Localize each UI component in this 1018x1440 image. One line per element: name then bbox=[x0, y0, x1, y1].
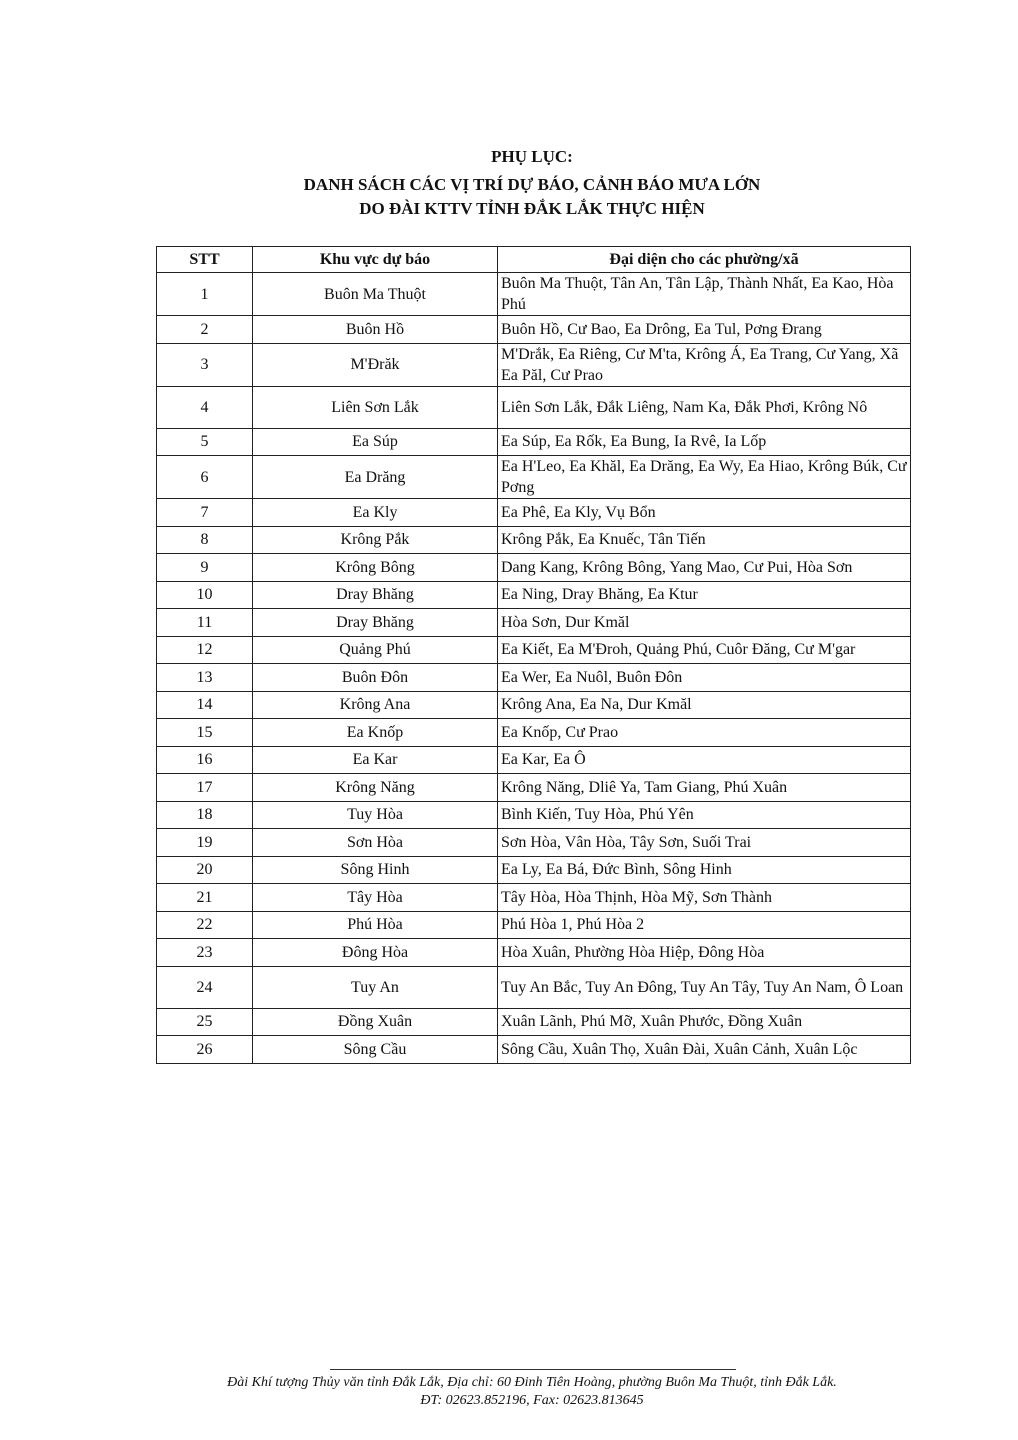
row-represented-wards: Ea Kiết, Ea M'Đroh, Quảng Phú, Cuôr Đăng, Cư M'gar bbox=[498, 636, 911, 664]
row-represented-wards: Krông Năng, Dliê Ya, Tam Giang, Phú Xuân bbox=[498, 774, 911, 802]
row-stt: 18 bbox=[157, 801, 253, 829]
table-row bbox=[157, 719, 911, 747]
row-forecast-area: Phú Hòa bbox=[253, 911, 498, 939]
row-stt: 7 bbox=[157, 499, 253, 527]
row-stt: 23 bbox=[157, 939, 253, 967]
row-represented-wards: Krông Ana, Ea Na, Dur Kmăl bbox=[498, 691, 911, 719]
row-stt: 21 bbox=[157, 884, 253, 912]
row-represented-wards: Buôn Hồ, Cư Bao, Ea Drông, Ea Tul, Pơng Đrang bbox=[498, 316, 911, 344]
table-row bbox=[157, 801, 911, 829]
forecast-locations-table bbox=[156, 246, 911, 1064]
row-forecast-area: Dray Bhăng bbox=[253, 581, 498, 609]
table-row bbox=[157, 386, 911, 428]
table-row bbox=[157, 856, 911, 884]
row-represented-wards: Xuân Lãnh, Phú Mỡ, Xuân Phước, Đồng Xuân bbox=[498, 1008, 911, 1036]
row-stt: 14 bbox=[157, 691, 253, 719]
row-represented-wards: Ea H'Leo, Ea Khăl, Ea Drăng, Ea Wy, Ea Hiao, Krông Búk, Cư Pơng bbox=[498, 456, 911, 499]
table-row bbox=[157, 456, 911, 499]
row-represented-wards: Tuy An Bắc, Tuy An Đông, Tuy An Tây, Tuy An Nam, Ô Loan bbox=[498, 966, 911, 1008]
row-stt: 16 bbox=[157, 746, 253, 774]
row-stt: 20 bbox=[157, 856, 253, 884]
row-stt: 8 bbox=[157, 526, 253, 554]
document-subtitle: DO ĐÀI KTTV TỈNH ĐẮK LẮK THỰC HIỆN bbox=[359, 199, 705, 218]
row-forecast-area: M'Đrăk bbox=[253, 343, 498, 386]
table-row bbox=[157, 499, 911, 527]
row-represented-wards: Ea Kar, Ea Ô bbox=[498, 746, 911, 774]
row-represented-wards: Sông Cầu, Xuân Thọ, Xuân Đài, Xuân Cảnh, Xuân Lộc bbox=[498, 1036, 911, 1064]
appendix-label: PHỤ LỤC: bbox=[491, 147, 573, 166]
row-represented-wards: Sơn Hòa, Vân Hòa, Tây Sơn, Suối Trai bbox=[498, 829, 911, 857]
row-forecast-area: Krông Năng bbox=[253, 774, 498, 802]
row-forecast-area: Krông Ana bbox=[253, 691, 498, 719]
row-represented-wards: Ea Phê, Ea Kly, Vụ Bổn bbox=[498, 499, 911, 527]
header-forecast-area: Khu vực dự báo bbox=[253, 247, 498, 273]
table-row bbox=[157, 636, 911, 664]
table-row bbox=[157, 273, 911, 316]
row-forecast-area: Đồng Xuân bbox=[253, 1008, 498, 1036]
table-row bbox=[157, 691, 911, 719]
table-row bbox=[157, 343, 911, 386]
row-forecast-area: Buôn Hồ bbox=[253, 316, 498, 344]
row-stt: 11 bbox=[157, 609, 253, 637]
row-forecast-area: Tây Hòa bbox=[253, 884, 498, 912]
row-forecast-area: Ea Drăng bbox=[253, 456, 498, 499]
row-stt: 10 bbox=[157, 581, 253, 609]
row-stt: 12 bbox=[157, 636, 253, 664]
row-represented-wards: M'Drắk, Ea Riêng, Cư M'ta, Krông Á, Ea Trang, Cư Yang, Xã Ea Păl, Cư Prao bbox=[498, 343, 911, 386]
row-forecast-area: Ea Kar bbox=[253, 746, 498, 774]
row-represented-wards: Ea Ly, Ea Bá, Đức Bình, Sông Hinh bbox=[498, 856, 911, 884]
row-represented-wards: Hòa Xuân, Phường Hòa Hiệp, Đông Hòa bbox=[498, 939, 911, 967]
row-represented-wards: Dang Kang, Krông Bông, Yang Mao, Cư Pui, Hòa Sơn bbox=[498, 554, 911, 582]
table-row bbox=[157, 829, 911, 857]
row-represented-wards: Ea Súp, Ea Rốk, Ea Bung, Ia Rvê, Ia Lốp bbox=[498, 428, 911, 456]
row-forecast-area: Krông Pắk bbox=[253, 526, 498, 554]
row-stt: 24 bbox=[157, 966, 253, 1008]
row-forecast-area: Sơn Hòa bbox=[253, 829, 498, 857]
row-represented-wards: Hòa Sơn, Dur Kmăl bbox=[498, 609, 911, 637]
table-row bbox=[157, 554, 911, 582]
row-stt: 4 bbox=[157, 386, 253, 428]
row-represented-wards: Ea Wer, Ea Nuôl, Buôn Đôn bbox=[498, 664, 911, 692]
row-forecast-area: Đông Hòa bbox=[253, 939, 498, 967]
row-stt: 26 bbox=[157, 1036, 253, 1064]
row-stt: 15 bbox=[157, 719, 253, 747]
table-row bbox=[157, 746, 911, 774]
table-row bbox=[157, 1036, 911, 1064]
row-forecast-area: Ea Knốp bbox=[253, 719, 498, 747]
row-represented-wards: Buôn Ma Thuột, Tân An, Tân Lập, Thành Nhất, Ea Kao, Hòa Phú bbox=[498, 273, 911, 316]
row-represented-wards: Liên Sơn Lắk, Đắk Liêng, Nam Ka, Đắk Phơi, Krông Nô bbox=[498, 386, 911, 428]
row-stt: 9 bbox=[157, 554, 253, 582]
row-represented-wards: Ea Ning, Dray Bhăng, Ea Ktur bbox=[498, 581, 911, 609]
table-row bbox=[157, 526, 911, 554]
header-represented-wards: Đại diện cho các phường/xã bbox=[498, 247, 911, 273]
row-forecast-area: Buôn Đôn bbox=[253, 664, 498, 692]
table-row bbox=[157, 884, 911, 912]
table-row bbox=[157, 428, 911, 456]
row-forecast-area: Liên Sơn Lắk bbox=[253, 386, 498, 428]
row-represented-wards: Tây Hòa, Hòa Thịnh, Hòa Mỹ, Sơn Thành bbox=[498, 884, 911, 912]
row-forecast-area: Quảng Phú bbox=[253, 636, 498, 664]
row-forecast-area: Sông Hinh bbox=[253, 856, 498, 884]
row-represented-wards: Krông Pắk, Ea Knuếc, Tân Tiến bbox=[498, 526, 911, 554]
table-row bbox=[157, 609, 911, 637]
row-forecast-area: Ea Kly bbox=[253, 499, 498, 527]
footer-address: Đài Khí tượng Thủy văn tỉnh Đắk Lắk, Địa chỉ: 60 Đinh Tiên Hoàng, phường Buôn Ma Thuột, tỉnh Đắk Lắk. bbox=[227, 1375, 837, 1390]
table-row bbox=[157, 581, 911, 609]
footer-contact: ĐT: 02623.852196, Fax: 02623.813645 bbox=[420, 1393, 644, 1408]
row-stt: 1 bbox=[157, 273, 253, 316]
row-stt: 13 bbox=[157, 664, 253, 692]
row-represented-wards: Bình Kiến, Tuy Hòa, Phú Yên bbox=[498, 801, 911, 829]
row-represented-wards: Ea Knốp, Cư Prao bbox=[498, 719, 911, 747]
row-forecast-area: Tuy An bbox=[253, 966, 498, 1008]
row-represented-wards: Phú Hòa 1, Phú Hòa 2 bbox=[498, 911, 911, 939]
row-stt: 3 bbox=[157, 343, 253, 386]
table-header-row bbox=[157, 247, 911, 273]
row-forecast-area: Ea Súp bbox=[253, 428, 498, 456]
footer-divider bbox=[330, 1369, 736, 1370]
table-body bbox=[157, 273, 911, 1064]
row-forecast-area: Tuy Hòa bbox=[253, 801, 498, 829]
row-stt: 5 bbox=[157, 428, 253, 456]
table-row bbox=[157, 664, 911, 692]
row-stt: 17 bbox=[157, 774, 253, 802]
table-row bbox=[157, 966, 911, 1008]
header-stt: STT bbox=[157, 247, 253, 273]
row-stt: 22 bbox=[157, 911, 253, 939]
table-row bbox=[157, 939, 911, 967]
row-stt: 19 bbox=[157, 829, 253, 857]
row-forecast-area: Sông Cầu bbox=[253, 1036, 498, 1064]
row-forecast-area: Dray Bhăng bbox=[253, 609, 498, 637]
table-row bbox=[157, 911, 911, 939]
row-stt: 2 bbox=[157, 316, 253, 344]
row-stt: 6 bbox=[157, 456, 253, 499]
row-stt: 25 bbox=[157, 1008, 253, 1036]
table-row bbox=[157, 1008, 911, 1036]
table-row bbox=[157, 774, 911, 802]
row-forecast-area: Buôn Ma Thuột bbox=[253, 273, 498, 316]
row-forecast-area: Krông Bông bbox=[253, 554, 498, 582]
table-row bbox=[157, 316, 911, 344]
document-title: DANH SÁCH CÁC VỊ TRÍ DỰ BÁO, CẢNH BÁO MƯA LỚN bbox=[303, 175, 761, 194]
